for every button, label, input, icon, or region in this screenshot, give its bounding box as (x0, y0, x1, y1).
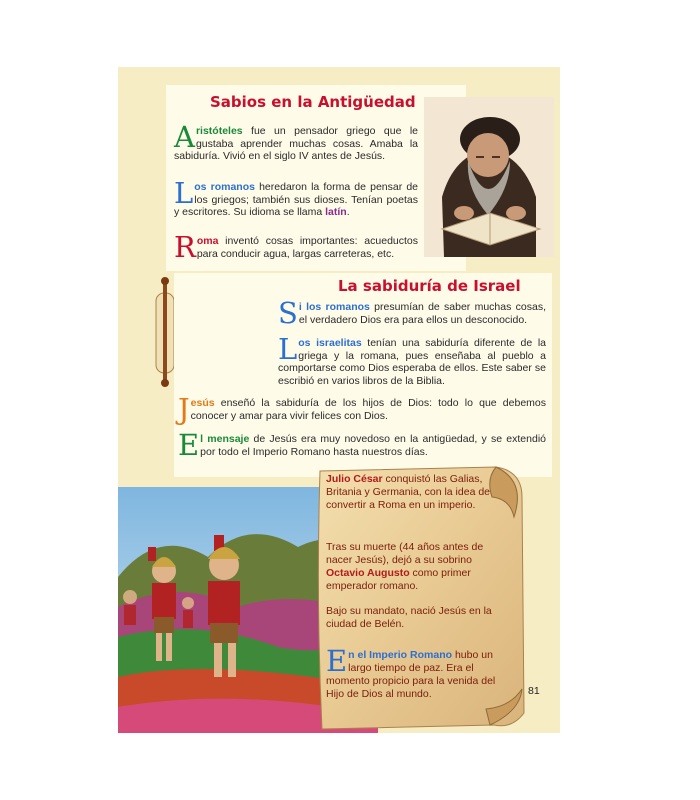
keyword-roman-empire: n el Imperio Romano (348, 649, 453, 661)
paragraph-text: presumían de saber muchas cosas, el verdadero Dios era para ellos un desconocido. (298, 301, 546, 326)
section-title-antiquity: Sabios en la Antigüedad (210, 93, 416, 111)
drop-initial-e: E (178, 428, 200, 462)
book-page (118, 67, 560, 733)
scholar-illustration (424, 97, 554, 257)
scroll-text: conquistó las Galias, Britania y Germania, con la idea de convertir a Roma en un imperio. (326, 473, 491, 511)
paragraph-text: inventó cosas importantes: acueductos para conducir agua, largas carreteras, etc. (196, 235, 418, 260)
page-number: 81 (528, 685, 540, 697)
drop-initial-l: L (174, 176, 194, 210)
paragraph-text: . (346, 206, 350, 219)
drop-initial-j: J (178, 392, 190, 426)
keyword-romans-2: i los romanos (298, 301, 370, 313)
scroll-text: hubo un largo tiempo de paz. Era el momento propicio para la venida del Hijo de Dios al mundo. (326, 649, 496, 700)
keyword-aristotle: ristóteles (195, 125, 243, 137)
keyword-julius-caesar: Julio César (326, 473, 383, 485)
keyword-latin: latín (325, 206, 347, 219)
scroll-paragraph-caesar (326, 473, 502, 512)
paragraph-message (178, 428, 546, 462)
drop-initial-s: S (278, 296, 298, 330)
paragraph-text: de Jesús era muy novedoso en la antigüedad, y se extendió por todo el Imperio Romano hasta nuestros días. (200, 433, 546, 458)
paragraph-text: fue un pensador griego que le gustaba aprender muchas cosas. Amaba la sabiduría. Vivió en el siglo IV antes de Jesús. (174, 125, 418, 163)
scroll-text: Tras su muerte (44 años antes de nacer Jesús), dejó a su sobrino (326, 541, 484, 566)
section-title-israel: La sabiduría de Israel (338, 277, 521, 295)
scroll-text: Bajo su mandato, nació Jesús en la ciudad de Belén. (326, 605, 492, 630)
paragraph-jesus (178, 392, 546, 426)
drop-initial-e2: E (326, 644, 348, 678)
paragraph-text: tenían una sabiduría diferente de la griega y la romana, pues enseñaba al pueblo a comportarse como Dios esperaba de ellos. Este saber se escribió en varios libros de la Biblia. (278, 337, 547, 387)
keyword-message: l mensaje (200, 433, 250, 445)
keyword-octavio-augusto: Octavio Augusto (326, 567, 410, 579)
paragraph-romans (174, 176, 418, 219)
paragraph-if-romans (278, 296, 546, 330)
paragraph-aristotle (174, 120, 418, 163)
scroll-paragraph-birth (326, 605, 502, 631)
paragraph-israelites (278, 332, 547, 387)
drop-initial-a: A (174, 120, 195, 154)
keyword-romans: os romanos (194, 181, 255, 193)
keyword-israelites: os israelitas (298, 337, 362, 349)
keyword-jesus: esús (190, 397, 215, 409)
paragraph-text: heredaron la forma de pensar de los griegos; también sus dioses. Tenían poetas y escritores. Su idioma se llama (174, 181, 418, 219)
drop-initial-l2: L (278, 332, 298, 366)
scroll-paragraph-octavio (326, 541, 512, 593)
scroll-paragraph-empire (326, 644, 506, 701)
paragraph-text: enseñó la sabiduría de los hijos de Dios: todo lo que debemos conocer y amar para vivir felices con Dios. (190, 397, 546, 422)
keyword-rome: oma (196, 235, 219, 247)
scroll-text: como primer emperador romano. (326, 567, 471, 592)
paragraph-rome (174, 230, 418, 264)
drop-initial-r: R (174, 230, 196, 264)
